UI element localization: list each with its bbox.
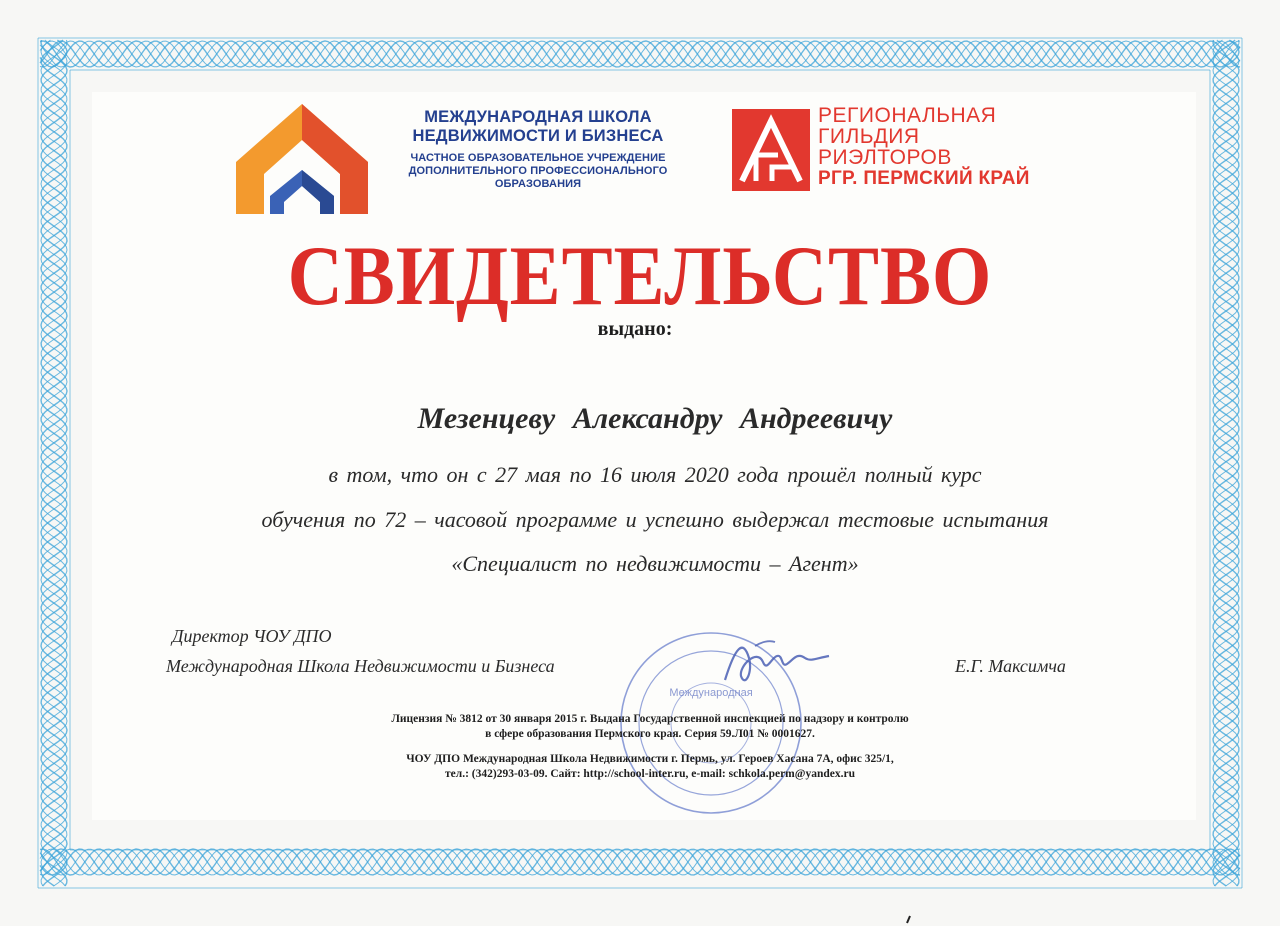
certificate-title: СВИДЕТЕЛЬСТВО — [287, 229, 993, 323]
license-line2: в сфере образования Пермского края. Серия 59.Л01 № 0001627. — [485, 728, 815, 740]
body-text-line1: в том, что он с 27 мая по 16 июля 2020 года прошёл полный курс — [328, 462, 982, 487]
director-title-line1: Директор ЧОУ ДПО — [172, 626, 332, 646]
guild-name-block — [818, 105, 1030, 190]
school-logo-icon — [236, 104, 368, 214]
license-line1: Лицензия № 3812 от 30 января 2015 г. Выдана Государственной инспекцией по надзору и контролю — [391, 713, 909, 725]
guild-name-line2: ГИЛЬДИЯ — [818, 125, 920, 148]
director-title-line2: Международная Школа Недвижимости и Бизнеса — [166, 656, 555, 676]
school-name-line1: МЕЖДУНАРОДНАЯ ШКОЛА — [424, 108, 652, 126]
guild-name-line1: РЕГИОНАЛЬНАЯ — [818, 104, 997, 127]
guild-logo-icon — [732, 109, 810, 191]
svg-text:Международная: Международная — [669, 687, 753, 699]
recipient-name: Мезенцеву Александру Андреевичу — [417, 402, 893, 435]
program-name: «Специалист по недвижимости – Агент» — [451, 551, 859, 576]
school-name-line2: НЕДВИЖИМОСТИ И БИЗНЕСА — [412, 127, 664, 145]
signature-mark — [705, 628, 835, 700]
address-line2: тел.: (342)293-03-09. Сайт: http://school-inter.ru, e-mail: schkola.perm@yandex.ru — [445, 768, 855, 780]
school-type-line3: ОБРАЗОВАНИЯ — [494, 178, 582, 190]
guild-name-line3: РИЭЛТОРОВ — [818, 146, 952, 169]
guild-name-line4: РГР. ПЕРМСКИЙ КРАЙ — [818, 168, 1030, 189]
print-mark — [905, 914, 913, 924]
signer-name: Е.Г. Максимча — [955, 656, 1066, 676]
address-line1: ЧОУ ДПО Международная Школа Недвижимости г. Пермь, ул. Героев Хасана 7А, офис 325/1, — [406, 753, 894, 765]
issued-to-label: выдано: — [597, 318, 673, 340]
school-type-line1: ЧАСТНОЕ ОБРАЗОВАТЕЛЬНОЕ УЧРЕЖДЕНИЕ — [410, 152, 666, 164]
school-name-block — [388, 108, 688, 191]
body-text-line2: обучения по 72 – часовой программе и успешно выдержал тестовые испытания — [261, 507, 1049, 532]
school-type-line2: ДОПОЛНИТЕЛЬНОГО ПРОФЕССИОНАЛЬНОГО — [408, 165, 668, 177]
